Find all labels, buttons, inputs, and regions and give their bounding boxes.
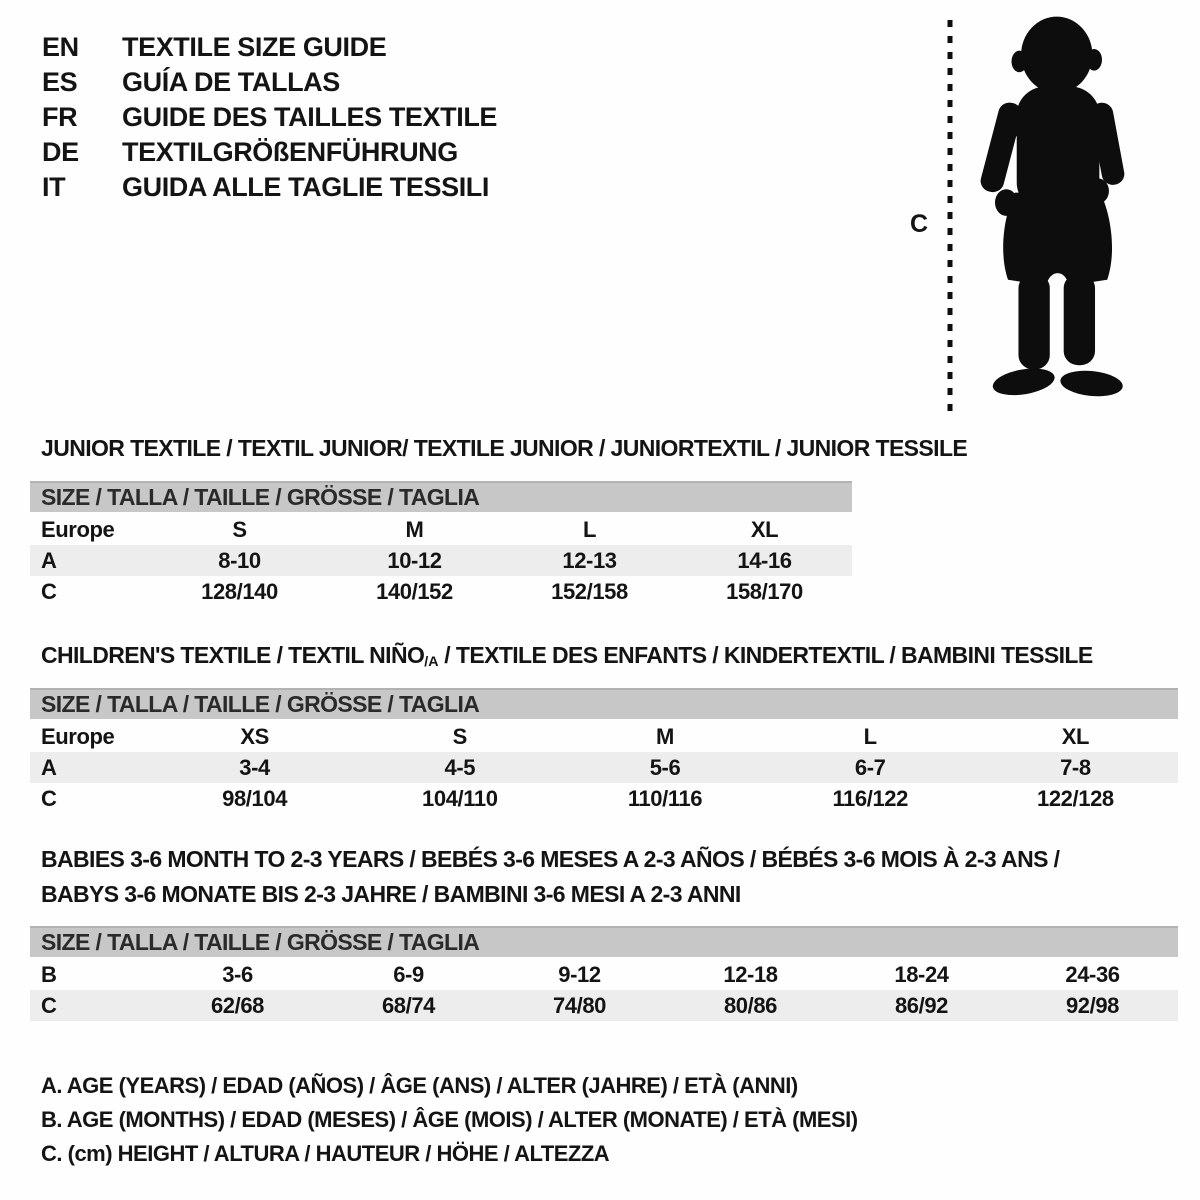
table-cell: 68/74 [381,993,436,1018]
row-label: B [41,962,57,987]
junior-size-table [30,481,852,607]
guide-title: GUIDE DES TAILLES TEXTILE [122,102,498,132]
size-table-header: SIZE / TALLA / TAILLE / GRÖSSE / TAGLIA [30,926,1178,957]
table-cell: 12-13 [562,548,617,573]
table-cell: 104/110 [422,786,498,811]
table-cell: 6-7 [854,755,886,780]
table-cell: 7-8 [1060,755,1091,780]
junior-section-title: JUNIOR TEXTILE / TEXTIL JUNIOR/ TEXTILE JUNIOR / JUNIORTEXTIL / JUNIOR TESSILE [41,435,968,461]
table-cell: 92/98 [1065,993,1120,1018]
table-cell: 5-6 [649,755,681,780]
table-row [30,576,852,607]
table-row [30,783,1178,814]
table-cell: 140/152 [376,579,453,604]
table-cell: 6-9 [393,962,424,987]
list-item [42,135,497,170]
table-cell: 12-18 [723,962,778,987]
table-row [30,959,1178,990]
baby-silhouette-icon [900,8,1152,432]
measurement-legend [41,1069,858,1171]
table-cell: XS [240,724,269,749]
height-measure-figure [900,8,1152,432]
table-cell: S [452,724,467,749]
measure-label-c: C [910,210,928,238]
legend-item-b: B. AGE (MONTHS) / EDAD (MESES) / ÂGE (MOIS) / ALTER (MONATE) / ETÀ (MESI) [41,1107,858,1132]
legend-item-a: A. AGE (YEARS) / EDAD (AÑOS) / ÂGE (ANS) / ALTER (JAHRE) / ETÀ (ANNI) [41,1073,798,1098]
table-cell: 122/128 [1037,786,1114,811]
table-cell: XL [1061,724,1090,749]
guide-title: TEXTILGRÖßENFÜHRUNG [122,137,458,167]
table-cell: 4-5 [444,755,476,780]
table-cell: 24-36 [1065,962,1120,987]
babies-size-table [30,926,1178,1021]
language-code: ES [42,67,78,97]
babies-section-title-line2: BABYS 3-6 MONATE BIS 2-3 JAHRE / BAMBINI 3-6 MESI A 2-3 ANNI [41,881,741,907]
row-label: C [41,579,57,604]
table-cell: L [863,724,877,749]
list-item [42,170,497,205]
table-row [30,990,1178,1021]
children-title-subscript: /A [424,654,439,671]
table-cell: M [656,724,674,749]
table-cell: 18-24 [894,962,949,987]
size-table-header: SIZE / TALLA / TAILLE / GRÖSSE / TAGLIA [30,688,1178,719]
table-row [30,545,852,576]
guide-title: GUÍA DE TALLAS [122,67,340,97]
guide-title: TEXTILE SIZE GUIDE [122,32,387,62]
babies-section-title-line1: BABIES 3-6 MONTH TO 2-3 YEARS / BEBÉS 3-6 MESES A 2-3 AÑOS / BÉBÉS 3-6 MOIS À 2-3 ANS / [41,846,1060,872]
table-cell: 8-10 [218,548,261,573]
table-cell: 98/104 [222,786,288,811]
table-cell: 3-6 [222,962,253,987]
list-item [42,65,497,100]
table-cell: XL [750,517,779,542]
table-cell: 110/116 [627,786,703,811]
language-code: DE [42,137,79,167]
row-label: C [41,786,57,811]
row-label: A [41,548,57,573]
row-label: C [41,993,57,1018]
table-cell: 3-4 [239,755,270,780]
table-cell: L [582,517,597,542]
table-cell: 62/68 [210,993,265,1018]
language-code: FR [42,102,78,132]
children-section-title [41,641,1093,676]
size-table-header: SIZE / TALLA / TAILLE / GRÖSSE / TAGLIA [30,481,852,512]
table-cell: 116/122 [832,786,908,811]
children-size-table [30,688,1178,814]
table-cell: 86/92 [894,993,949,1018]
row-label: Europe [41,724,115,749]
table-cell: 10-12 [387,548,442,573]
table-cell: M [405,517,424,542]
table-cell: 158/170 [726,579,803,604]
table-cell: S [232,517,247,542]
table-cell: 80/86 [723,993,778,1018]
children-title-text: CHILDREN'S TEXTILE / TEXTIL NIÑO [41,642,425,668]
table-cell: 74/80 [552,993,607,1018]
language-code: IT [42,172,66,202]
table-cell: 152/158 [551,579,628,604]
table-cell: 9-12 [558,962,601,987]
language-code: EN [42,32,79,62]
table-cell: 14-16 [737,548,792,573]
table-row [30,721,1178,752]
table-row [30,514,852,545]
row-label: Europe [41,517,115,542]
table-cell: 128/140 [201,579,278,604]
language-title-list [42,30,497,205]
list-item [42,30,497,65]
guide-title: GUIDA ALLE TAGLIE TESSILI [122,172,489,202]
legend-item-c: C. (cm) HEIGHT / ALTURA / HAUTEUR / HÖHE / ALTEZZA [41,1141,610,1166]
list-item [42,100,497,135]
table-row [30,752,1178,783]
row-label: A [41,755,57,780]
children-title-rest: / TEXTILE DES ENFANTS / KINDERTEXTIL / BAMBINI TESSILE [438,642,1093,668]
